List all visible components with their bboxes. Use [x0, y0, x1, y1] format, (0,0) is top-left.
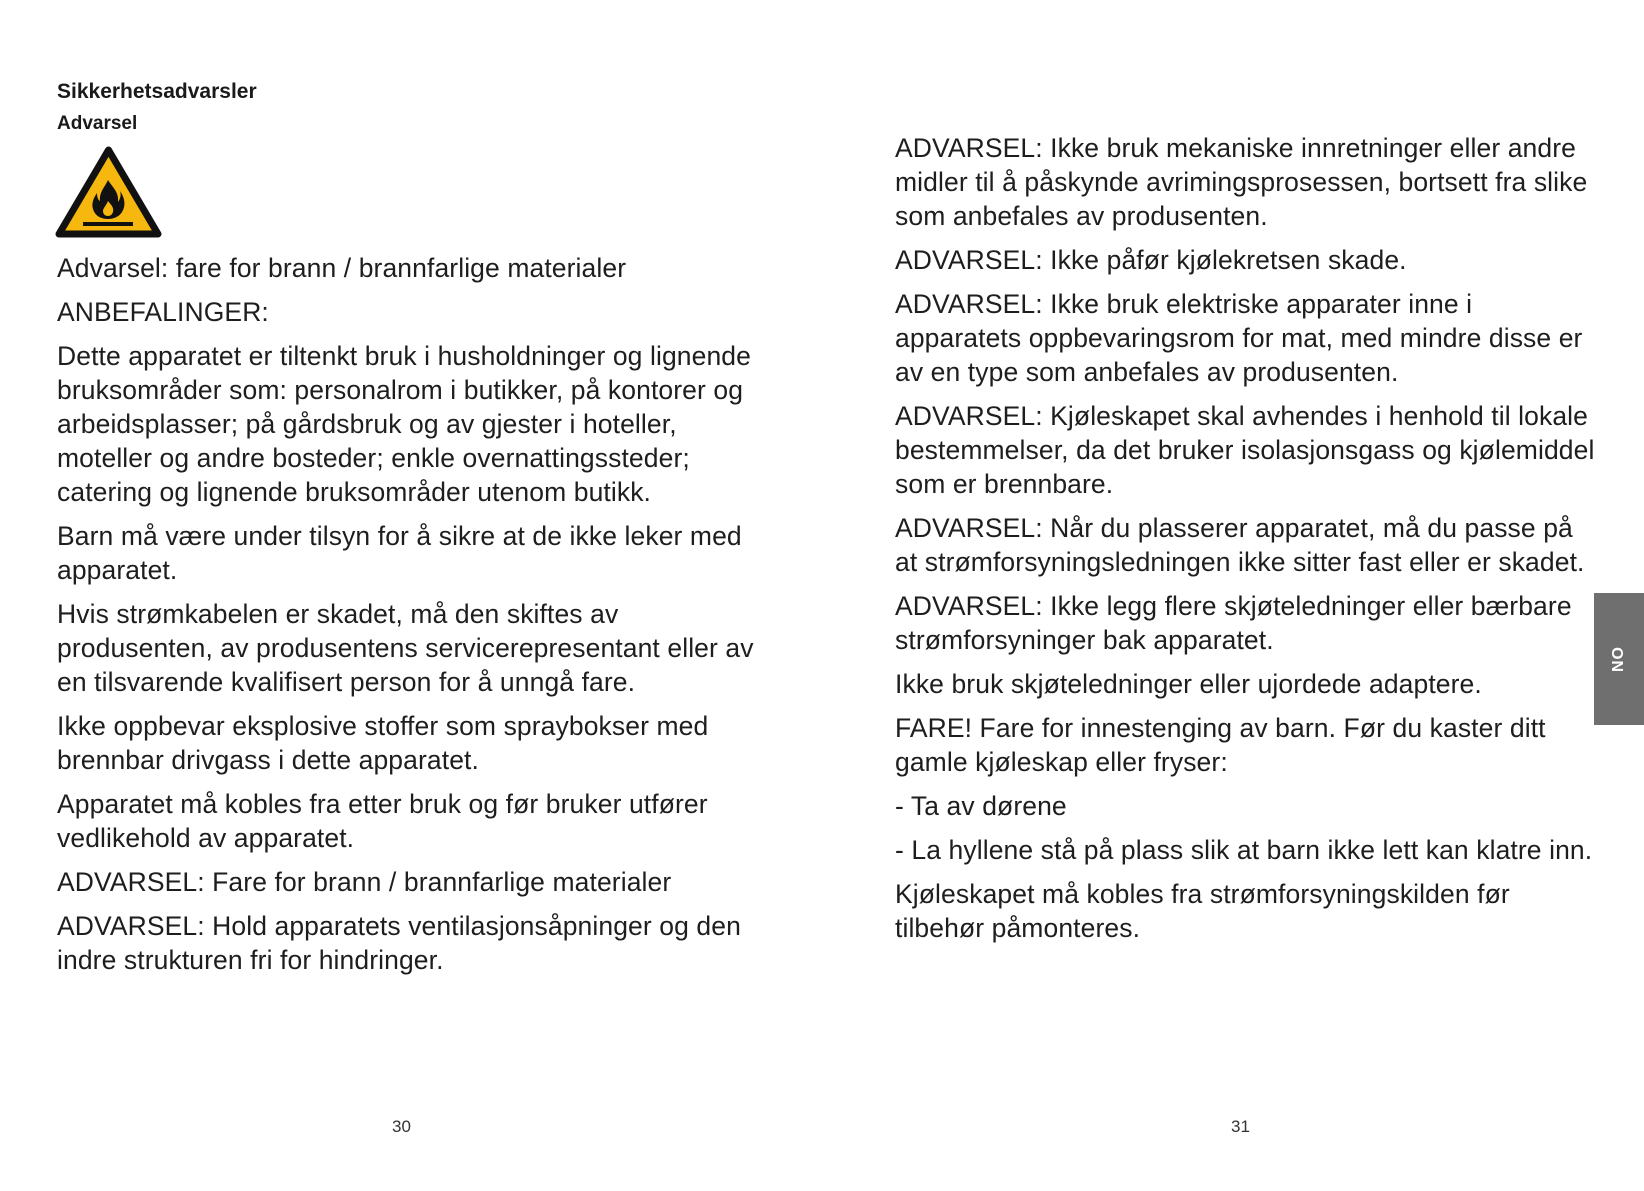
page-number-left: 30	[392, 1117, 411, 1136]
paragraph: ADVARSEL: Når du plasserer apparatet, må du passe på at strømforsyningsledningen ikke sitter fast eller er skadet.	[895, 513, 1585, 577]
paragraph: Ikke oppbevar eksplosive stoffer som spraybokser med brennbar drivgass i dette apparatet.	[57, 711, 709, 775]
page-title: Sikkerhetsadvarsler	[57, 80, 257, 103]
left-page-body	[57, 251, 757, 987]
paragraph: ADVARSEL: Ikke påfør kjølekretsen skade.	[895, 245, 1407, 275]
language-tab	[1594, 593, 1644, 725]
paragraph: - La hyllene stå på plass slik at barn ikke lett kan klatre inn.	[895, 835, 1593, 865]
paragraph: Dette apparatet er tiltenkt bruk i husholdninger og lignende bruksområder som: personalrom i butikker, på kontorer og arbeidsplasser; på gårdsbruk og av gjester i hoteller, moteller og andre bosteder; enkle overnattingssteder; catering og lignende bruksområder utenom butikk.	[57, 341, 751, 507]
paragraph: ADVARSEL: Hold apparatets ventilasjonsåpninger og den indre strukturen fri for hindringer.	[57, 911, 741, 975]
page-number-right: 31	[1231, 1117, 1250, 1136]
paragraph: Barn må være under tilsyn for å sikre at de ikke leker med apparatet.	[57, 521, 742, 585]
paragraph: - Ta av dørene	[895, 791, 1067, 821]
paragraph: Apparatet må kobles fra etter bruk og før bruker utfører vedlikehold av apparatet.	[57, 789, 708, 853]
paragraph: Ikke bruk skjøteledninger eller ujordede adaptere.	[895, 669, 1482, 699]
right-page-body	[895, 131, 1595, 955]
paragraph: Advarsel: fare for brann / brannfarlige materialer	[57, 253, 627, 283]
paragraph: ADVARSEL: Ikke legg flere skjøteledninger eller bærbare strømforsyninger bak apparatet.	[895, 591, 1572, 655]
paragraph: ADVARSEL: Ikke bruk mekaniske innretninger eller andre midler til å påskynde avrimingsprosessen, bortsett fra slike som anbefales av produsenten.	[895, 133, 1588, 231]
paragraph: FARE! Fare for innestenging av barn. Før du kaster ditt gamle kjøleskap eller fryser:	[895, 713, 1546, 777]
section-subtitle: Advarsel	[57, 113, 138, 134]
paragraph: ANBEFALINGER:	[57, 297, 269, 327]
flammable-warning-icon	[55, 146, 162, 240]
paragraph: ADVARSEL: Ikke bruk elektriske apparater inne i apparatets oppbevaringsrom for mat, med mindre disse er av en type som anbefales av produsenten.	[895, 289, 1583, 387]
paragraph: ADVARSEL: Fare for brann / brannfarlige materialer	[57, 867, 672, 897]
language-tab-label: NO	[1610, 646, 1627, 672]
paragraph: Kjøleskapet må kobles fra strømforsyningskilden før tilbehør påmonteres.	[895, 879, 1510, 943]
paragraph: Hvis strømkabelen er skadet, må den skiftes av produsenten, av produsentens servicerepresentant eller av en tilsvarende kvalifisert person for å unngå fare.	[57, 599, 754, 697]
paragraph: ADVARSEL: Kjøleskapet skal avhendes i henhold til lokale bestemmelser, da det bruker isolasjonsgass og kjølemiddel som er brennbare.	[895, 401, 1595, 499]
